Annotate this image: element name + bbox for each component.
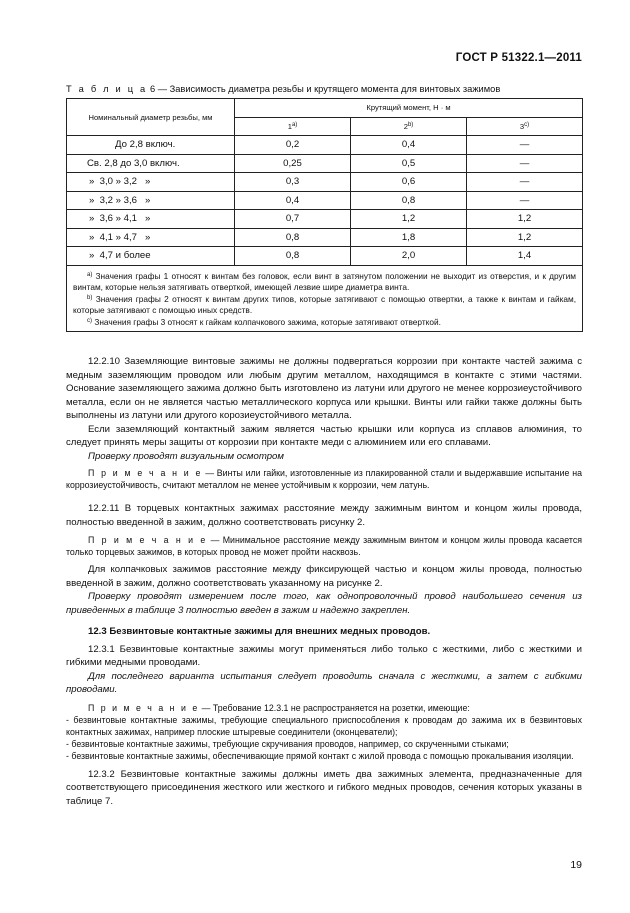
paragraph-12-2-11: 12.2.11 В торцевых контактных зажимах расстояние между зажимным винтом и концом жилы провода, полностью введенной в зажим, должно соответствовать рисунку 2. [66, 503, 582, 528]
header-torque: Крутящий момент, Н · м [235, 99, 583, 118]
list-item: - безвинтовые контактные зажимы, обеспечивающие прямой контакт с жилой провода с помощью прокалывания изоляции. [66, 751, 574, 762]
table-row: » 4,1 » 4,7 » 0,8 1,8 1,2 [67, 228, 583, 247]
table-footnotes [67, 265, 583, 331]
paragraph-test-order: Для последнего варианта испытания следует проводить сначала с жесткими, а затем с гибкими проводами. [66, 670, 582, 695]
footnote-c: $^{c)}$ Значения графы 3 относят к гайкам колпачкового зажима, которые затягивают отверткой. [87, 316, 441, 327]
header-col-2: 2$^{b)}$ [351, 117, 467, 136]
table-row: » 3,6 » 4,1 » 0,7 1,2 1,2 [67, 210, 583, 229]
table-row: До 2,8 включ. 0,2 0,4 — [67, 136, 583, 155]
page-number: 19 [570, 859, 582, 871]
note-1: П р и м е ч а н и е — Винты или гайки, изготовленные из плакированной стали и выдержавшие испытание на коррозиеустойчивость, считают металлом не менее устойчивым к коррозии, чем латунь. [66, 468, 582, 491]
table-caption-text: 6 — Зависимость диаметра резьбы и крутящего момента для винтовых зажимов [149, 84, 501, 94]
footnote-a: $^{a)}$ Значения графы 1 относят к винтам без головок, если винт в затянутом положении не выходит из отверстия, и к другим винтам, которые нельзя затягивать отверткой, имеющей лезвие шире диаметра винта. [73, 270, 577, 292]
paragraph-cap-clamps: Для колпачковых зажимов расстояние между фиксирующей частью и концом жилы провода, полностью введенной в зажим, должно соответствовать указанному на рисунке 2. [66, 564, 582, 589]
list-item: - безвинтовые контактные зажимы, требующие специального приспособления к проводам до зажима их в безвинтовых контактных зажимах, например плоские штыревые соединители (оконцеватели); [66, 714, 582, 737]
section-12-2-10 [66, 355, 582, 491]
table-caption [66, 84, 500, 94]
check-measure: Проверку проводят измерением после того, как однопроволочный провод наибольшего сечения из приведенных в таблице 3 полностью введен в зажим и надежно закреплен. [66, 591, 582, 616]
header-col-3: 3$^{c)}$ [467, 117, 583, 136]
check-visual: Проверку проводят визуальным осмотром [88, 450, 284, 462]
paragraph-12-2-10: 12.2.10 Заземляющие винтовые зажимы не должны подвергаться коррозии при контакте частей зажима с медным заземляющим проводом или любым другим металлом, находящимся в контакте с этими частями. Основание заземляющего зажима должно быть изготовлено из латуни или другого не менее коррозиеустойчивого металла, если он не является частью металлического корпуса или крышки. Винты или гайки также должны быть выполнены из латуни или другого корозиеустойчивого металла. [66, 356, 582, 421]
paragraph-12-3-1: 12.3.1 Безвинтовые контактные зажимы могут применяться либо только с жесткими, либо с жесткими и гибкими медными проводами. [66, 643, 582, 668]
paragraph-aluminium: Если заземляющий контактный зажим является частью крышки или корпуса из сплавов алюминия, то следует принять меры защиты от коррозии при контакте меди с алюминием или его сплавами. [66, 423, 582, 448]
exception-list [66, 714, 582, 763]
paragraph-12-3-2: 12.3.2 Безвинтовые контактные зажимы должны иметь два зажимных элемента, предназначенные для соответствующего присоединения жесткого или жесткого и гибкого медных проводов, сечения которых указаны в таблице 7. [66, 768, 582, 807]
table-row: Св. 2,8 до 3,0 включ. 0,25 0,5 — [67, 154, 583, 173]
section-12-3 [66, 625, 582, 808]
section-12-2-11 [66, 502, 582, 617]
note-3: П р и м е ч а н и е — Требование 12.3.1 не распространяется на розетки, имеющие: [88, 702, 470, 713]
table-row: » 3,0 » 3,2 » 0,3 0,6 — [67, 173, 583, 192]
note-2: П р и м е ч а н и е — Минимальное расстояние между зажимным винтом и концом жилы провода касается только торцевых зажимов, в которых провод не может пройти насквозь. [66, 535, 582, 558]
table-caption-label: Т а б л и ц а [66, 84, 148, 94]
footnote-b: $^{b)}$ Значения графы 2 относят к винтам других типов, которые затягивают с помощью отвертки, а также к винтам и гайкам, которые затягивают с помощью иных средств. [73, 293, 577, 315]
torque-table [66, 98, 583, 332]
list-item: - безвинтовые контактные зажимы, требующие скручивания проводов, например, со скрученными стыками; [66, 739, 509, 750]
standard-number: ГОСТ Р 51322.1—2011 [455, 52, 582, 64]
heading-12-3: 12.3 Безвинтовые контактные зажимы для внешних медных проводов. [88, 626, 431, 637]
table-row: » 3,2 » 3,6 » 0,4 0,8 — [67, 191, 583, 210]
header-col-1: 1$^{a)}$ [235, 117, 351, 136]
header-diameter: Номинальный диаметр резьбы, мм [67, 99, 235, 136]
table-row: » 4,7 и более 0,8 2,0 1,4 [67, 247, 583, 266]
